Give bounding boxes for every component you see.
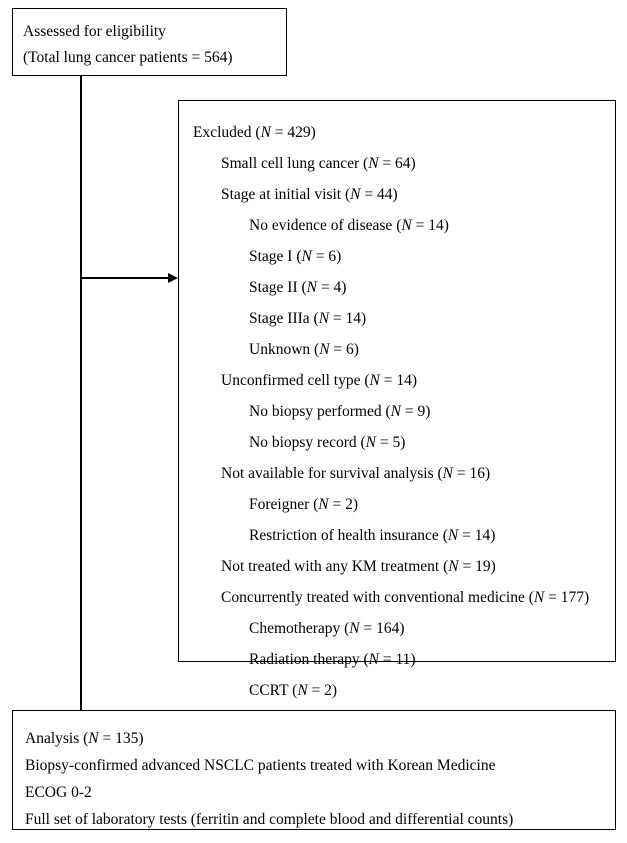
excluded-line: Stage II (N = 4) <box>249 279 347 296</box>
excluded-box <box>178 100 616 699</box>
excluded-line: Foreigner (N = 2) <box>249 496 359 513</box>
analysis-line: Biopsy-confirmed advanced NSCLC patients treated with Korean Medicine <box>25 757 496 774</box>
analysis-line: ECOG 0-2 <box>25 784 92 801</box>
excluded-line: Radiation therapy (N = 11) <box>249 651 416 668</box>
branch-arrowhead-icon <box>168 273 178 283</box>
assessed-line: Assessed for eligibility <box>23 23 166 40</box>
excluded-line: No biopsy record (N = 5) <box>249 434 406 451</box>
analysis-box <box>12 710 616 830</box>
excluded-line: Excluded (N = 429) <box>193 124 316 141</box>
excluded-line: Chemotherapy (N = 164) <box>249 620 405 637</box>
excluded-line: Unconfirmed cell type (N = 14) <box>221 372 417 389</box>
assessed-line: (Total lung cancer patients = 564) <box>23 49 233 66</box>
main-vertical-connector <box>80 76 82 722</box>
excluded-line: Unknown (N = 6) <box>249 341 359 358</box>
excluded-line: No biopsy performed (N = 9) <box>249 403 431 420</box>
excluded-line: No evidence of disease (N = 14) <box>249 217 449 234</box>
assessed-for-eligibility-box <box>12 8 287 76</box>
excluded-line: Restriction of health insurance (N = 14) <box>249 527 496 544</box>
excluded-line: Stage at initial visit (N = 44) <box>221 186 398 203</box>
excluded-line: CCRT (N = 2) <box>249 682 338 699</box>
excluded-line: Stage I (N = 6) <box>249 248 342 265</box>
excluded-line: Stage IIIa (N = 14) <box>249 310 367 327</box>
excluded-line: Not available for survival analysis (N = 16) <box>221 465 491 482</box>
branch-horizontal-connector <box>80 277 168 279</box>
analysis-line: Full set of laboratory tests (ferritin and complete blood and differential counts) <box>25 811 514 828</box>
excluded-line: Concurrently treated with conventional medicine (N = 177) <box>221 589 590 606</box>
excluded-line: Not treated with any KM treatment (N = 19) <box>221 558 496 575</box>
analysis-line: Analysis (N = 135) <box>25 730 144 747</box>
excluded-line: Small cell lung cancer (N = 64) <box>221 155 416 172</box>
